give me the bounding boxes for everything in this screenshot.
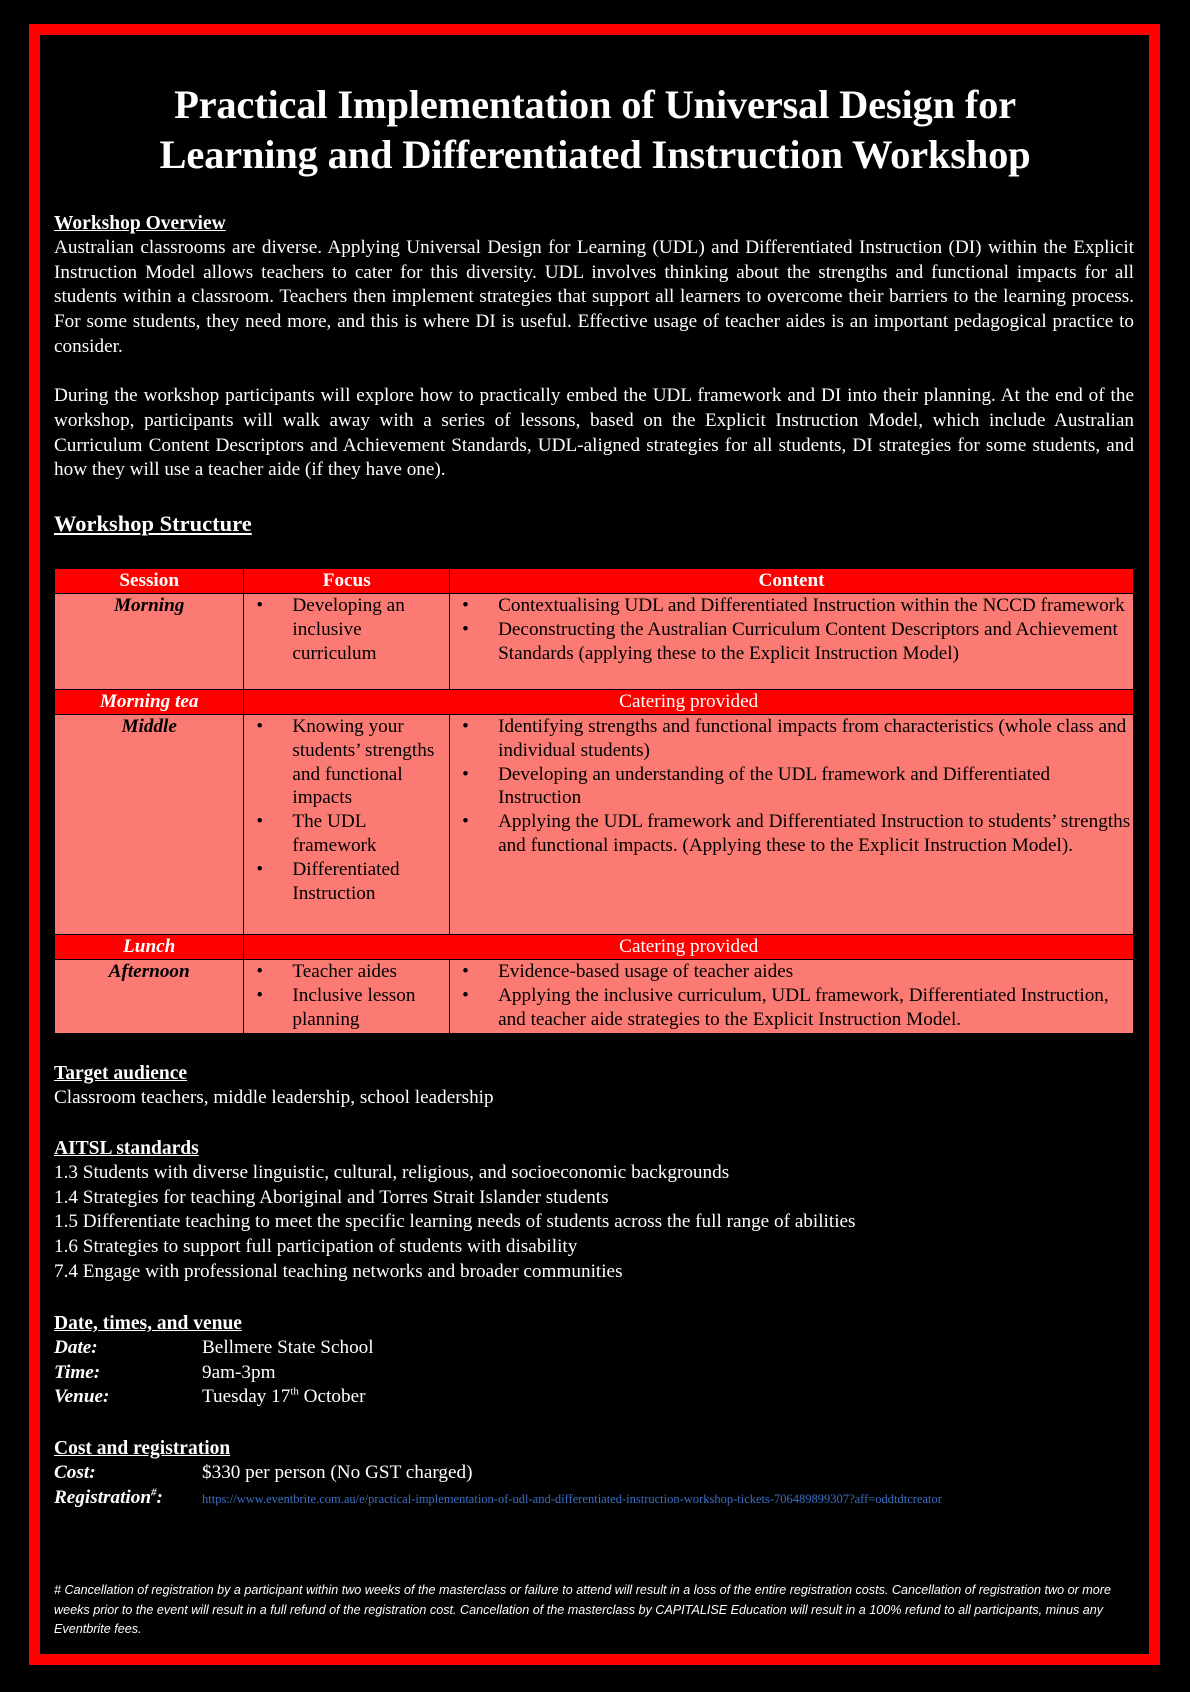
aitsl-section <box>54 1137 1134 1285</box>
content-item: • Evidence-based usage of teacher aides <box>450 960 1133 984</box>
time-label: Time: <box>54 1361 101 1383</box>
workshop-structure-table <box>54 568 1134 1034</box>
overview-paragraph-1: Australian classrooms are diverse. Applying Universal Design for Learning (UDL) and Differentiated Instruction (DI) within the Explicit Instruction Model allows teachers to cater for this diversity. UDL involves thinking about the strengths and functional impacts for all students within a classroom. Teachers then implement strategies that support all learners to overcome their barriers to the learning process. For some students, they need more, and this is where DI is useful. Effective usage of teacher aides is an important pedagogical practice to consider. <box>54 237 1134 357</box>
overview-heading: Workshop Overview <box>54 213 226 234</box>
cost-label: Cost: <box>54 1462 96 1483</box>
focus-item: • Inclusive lesson planning <box>244 984 449 1032</box>
focus-item: • Teacher aides <box>244 960 449 984</box>
focus-item: • The UDL framework <box>244 810 449 858</box>
date-value: Bellmere State School <box>202 1337 374 1358</box>
venue-value-ordinal: th <box>290 1386 299 1399</box>
break-note: Catering provided <box>244 935 1134 960</box>
registration-link[interactable]: https://www.eventbrite.com.au/e/practical-implementation-of-udl-and-differentiated-instruction-workshop-tickets-706489899307?aff=oddtdtcreator <box>202 1491 942 1506</box>
venue-value-day: Tuesday 17 <box>202 1386 291 1408</box>
focus-item: • Developing an inclusive curriculum <box>244 594 449 665</box>
cancellation-footnote: # Cancellation of registration by a participant within two weeks of the masterclass or failure to attend will result in a loss of the entire registration costs. Cancellation of registration two or more weeks prior to the event will result in a full refund of the registration cost. Cancellation of the masterclass by CAPITALISE Education will result in a 100% refund to all participants, minus any Eventbrite fees. <box>54 1583 1111 1636</box>
aitsl-item: 7.4 Engage with professional teaching networks and broader communities <box>54 1260 623 1282</box>
aitsl-item: 1.4 Strategies for teaching Aboriginal and Torres Strait Islander students <box>54 1186 609 1208</box>
time-value: 9am-3pm <box>202 1361 276 1383</box>
venue-heading: Date, times, and venue <box>54 1313 242 1334</box>
registration-footnote-mark: # <box>151 1486 157 1499</box>
registration-row <box>54 1486 1134 1512</box>
content-item: • Developing an understanding of the UDL framework and Differentiated Instruction <box>450 763 1133 811</box>
column-header-session: Session <box>55 569 244 594</box>
session-name: Middle <box>55 715 244 935</box>
column-header-focus: Focus <box>244 569 450 594</box>
venue-label: Venue: <box>54 1386 110 1408</box>
aitsl-item: 1.6 Strategies to support full participation of students with disability <box>54 1236 578 1258</box>
table-row-afternoon <box>55 960 1134 1034</box>
audience-section <box>54 1062 1134 1111</box>
break-note: Catering provided <box>244 690 1134 715</box>
cost-value: $330 per person (No GST charged) <box>202 1462 473 1483</box>
overview-paragraph-2: During the workshop participants will explore how to practically embed the UDL framework and DI into their planning. At the end of the workshop, participants will walk away with a series of lessons, based on the Explicit Instruction Model, which include Australian Curriculum Content Descriptors and Achievement Standards, UDL-aligned strategies for all students, DI strategies for some students, and how they will use a teacher aide (if they have one). <box>54 385 1134 481</box>
table-row-lunch <box>55 935 1134 960</box>
table-row-morning <box>55 594 1134 690</box>
focus-cell <box>244 594 450 690</box>
title-line-2: Learning and Differentiated Instruction Workshop <box>159 132 1031 177</box>
cost-heading: Cost and registration <box>54 1438 231 1459</box>
venue-section <box>54 1312 1134 1410</box>
structure-heading: Workshop Structure <box>54 511 252 536</box>
focus-item: • Differentiated Instruction <box>244 858 449 906</box>
audience-text: Classroom teachers, middle leadership, school leadership <box>54 1087 494 1108</box>
focus-item: • Knowing your students’ strengths and functional impacts <box>244 715 449 810</box>
aitsl-item: 1.5 Differentiate teaching to meet the specific learning needs of students across the full range of abilities <box>54 1211 856 1233</box>
venue-row <box>54 1385 1134 1410</box>
break-name: Morning tea <box>55 690 244 715</box>
overview-section <box>54 212 1134 483</box>
content-item: • Applying the inclusive curriculum, UDL framework, Differentiated Instruction, and teacher aide strategies to the Explicit Instruction Model. <box>450 984 1133 1032</box>
session-name: Afternoon <box>55 960 244 1034</box>
focus-cell <box>244 715 450 935</box>
date-label: Date: <box>54 1337 98 1358</box>
content-cell <box>450 594 1134 690</box>
registration-label <box>54 1486 202 1512</box>
title-line-1: Practical Implementation of Universal Design for <box>174 82 1016 127</box>
column-header-content: Content <box>450 569 1134 594</box>
focus-cell <box>244 960 450 1034</box>
table-header-row <box>55 569 1134 594</box>
table-row-morning-tea <box>55 690 1134 715</box>
registration-colon: : <box>156 1486 163 1508</box>
content-cell <box>450 960 1134 1034</box>
page-title <box>0 80 1190 180</box>
structure-section <box>54 512 1134 536</box>
audience-heading: Target audience <box>54 1063 188 1084</box>
venue-value <box>202 1385 365 1410</box>
cost-section <box>54 1437 1134 1511</box>
aitsl-heading: AITSL standards <box>54 1138 199 1159</box>
content-cell <box>450 715 1134 935</box>
break-name: Lunch <box>55 935 244 960</box>
date-row <box>54 1336 1134 1361</box>
content-item: • Applying the UDL framework and Differentiated Instruction to students’ strengths and functional impacts. (Applying these to the Explicit Instruction Model). <box>450 810 1133 858</box>
content-item: • Deconstructing the Australian Curriculum Content Descriptors and Achievement Standards (applying these to the Explicit Instruction Model) <box>450 618 1133 666</box>
registration-value <box>202 1486 942 1512</box>
aitsl-item: 1.3 Students with diverse linguistic, cultural, religious, and socioeconomic backgrounds <box>54 1162 730 1183</box>
content-item: • Identifying strengths and functional impacts from characteristics (whole class and individual students) <box>450 715 1133 763</box>
time-row <box>54 1361 1134 1386</box>
table-row-middle <box>55 715 1134 935</box>
registration-label-text: Registration <box>54 1486 152 1508</box>
cost-row <box>54 1461 1134 1486</box>
venue-value-month: October <box>298 1386 366 1408</box>
session-name: Morning <box>55 594 244 690</box>
content-item: • Contextualising UDL and Differentiated Instruction within the NCCD framework <box>450 594 1133 618</box>
